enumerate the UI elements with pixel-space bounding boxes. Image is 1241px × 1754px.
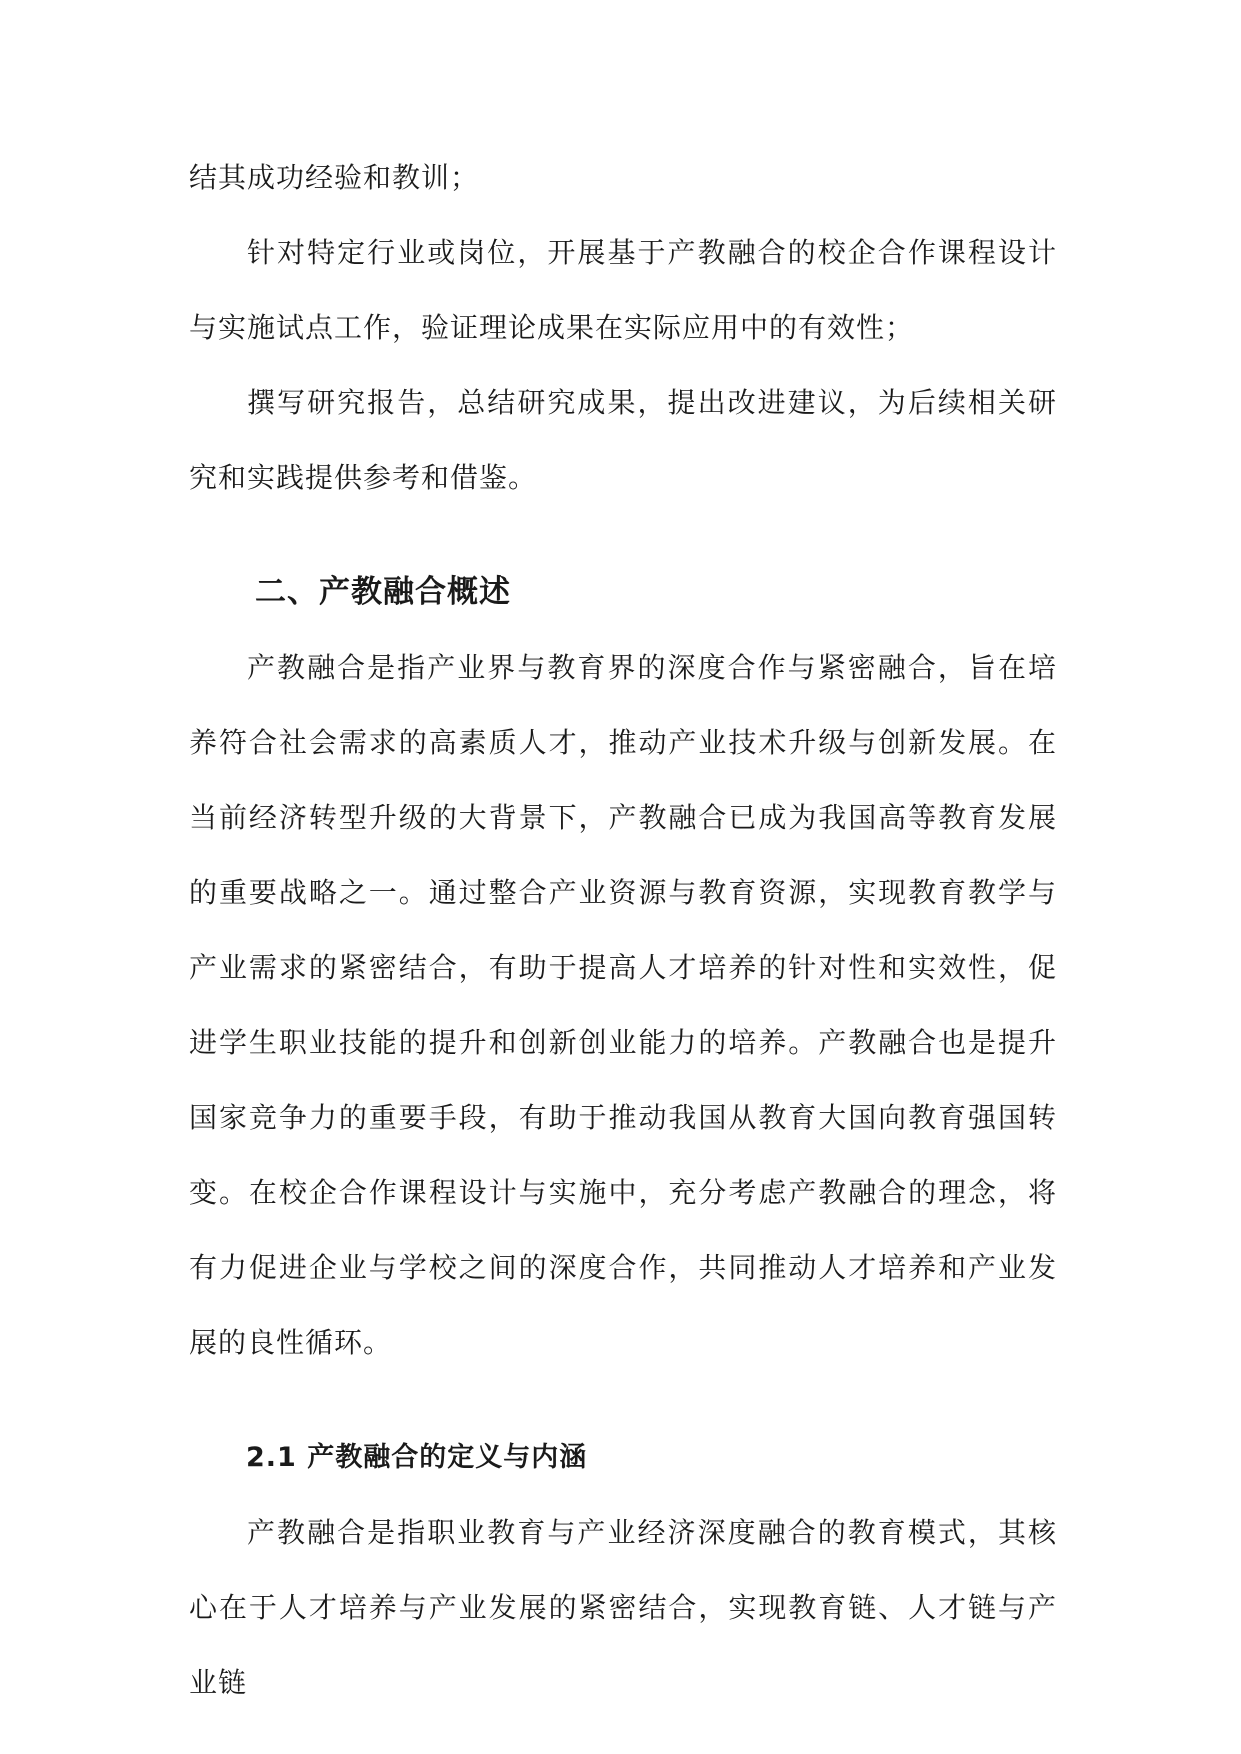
spacer [189,515,1057,555]
paragraph-continuation: 结其成功经验和教训； [189,161,480,194]
paragraph-definition: 产教融合是指职业教育与产业经济深度融合的教育模式，其核心在于人才培养与产业发展的紧密结合，实现教育链、人才链与产业链 [189,1516,1057,1699]
document-page [189,140,1057,1720]
paragraph-overview: 产教融合是指产业界与教育界的深度合作与紧密融合，旨在培养符合社会需求的高素质人才，推动产业技术升级与创新发展。在当前经济转型升级的大背景下，产教融合已成为我国高等教育发展的重要战略之一。通过整合产业资源与教育资源，实现教育教学与产业需求的紧密结合，有助于提高人才培养的针对性和实效性，促进学生职业技能的提升和创新创业能力的培养。产教融合也是提升国家竞争力的重要手段，有助于推动我国从教育大国向教育强国转变。在校企合作课程设计与实施中，充分考虑产教融合的理念，将有力促进企业与学校之间的深度合作，共同推动人才培养和产业发展的良性循环。 [189,651,1057,1359]
section-heading: 二、产教融合概述 [255,574,511,610]
paragraph-research-report: 撰写研究报告，总结研究成果，提出改进建议，为后续相关研究和实践提供参考和借鉴。 [189,386,1057,494]
spacer [189,1380,1057,1420]
subsection-heading: 2.1 产教融合的定义与内涵 [246,1442,588,1473]
paragraph-pilot-work: 针对特定行业或岗位，开展基于产教融合的校企合作课程设计与实施试点工作，验证理论成果在实际应用中的有效性； [189,236,1057,344]
